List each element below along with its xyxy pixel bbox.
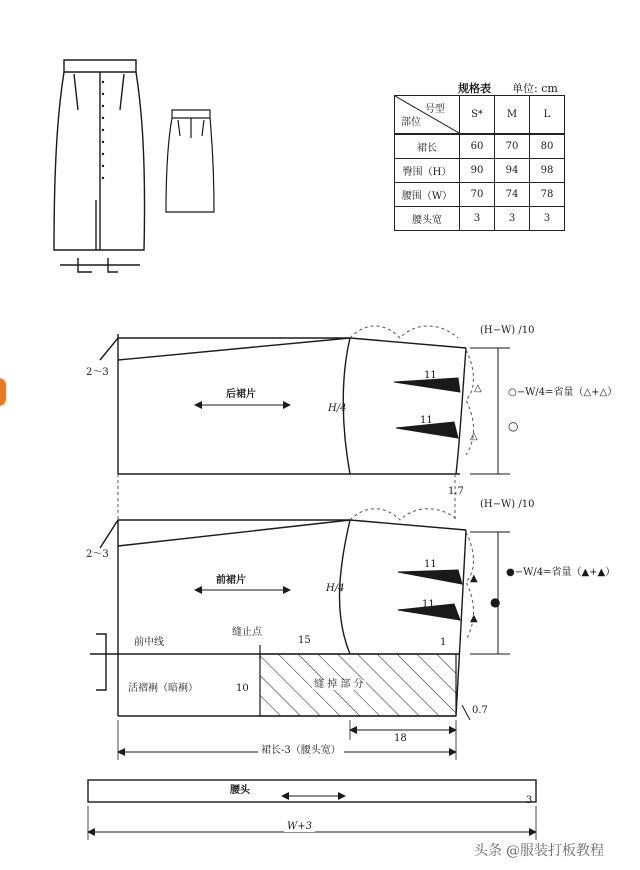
spec-header-corner [395, 96, 460, 135]
row-part: 腰围（W） [395, 183, 460, 207]
back-dart-length-2: 11 [420, 415, 433, 426]
front-hem-offset: 0.7 [472, 705, 488, 716]
back-side-rise: 2～3 [86, 367, 109, 378]
spec-table-unit: 单位: cm [512, 82, 558, 95]
cell: 3 [460, 207, 495, 231]
waistband-label: 腰头 [230, 785, 250, 796]
header-size-label: 号型 [425, 104, 445, 115]
cell: 3 [495, 207, 530, 231]
cell: 90 [460, 159, 495, 183]
table-row [395, 207, 565, 231]
front-pleat-width: 10 [236, 683, 249, 694]
front-triangle-mark: ▲ [470, 613, 478, 624]
cell: 78 [530, 183, 565, 207]
cell: 70 [460, 183, 495, 207]
front-dart-note: ●−W/4=省量（▲+▲） [506, 567, 616, 578]
size-header: L [530, 96, 565, 135]
row-part: 裙长 [395, 134, 460, 159]
cell: 98 [530, 159, 565, 183]
front-dart-length-1: 11 [424, 559, 437, 570]
front-panel-label: 前裙片 [216, 575, 246, 586]
header-part-label: 部位 [401, 117, 421, 128]
cell: 3 [530, 207, 565, 231]
seam-allowance-label: 缝 掉 部 分 [314, 679, 364, 690]
watermark-account: @服装打板教程 [506, 843, 604, 859]
back-panel-outline [100, 334, 466, 474]
front-pleat-label: 活褶裥（暗裥） [128, 683, 198, 694]
watermark-prefix: 头条 [474, 843, 502, 859]
back-waist-formula: (H−W) /10 [480, 325, 535, 336]
front-dart-length-2: 11 [422, 599, 435, 610]
table-row [395, 134, 565, 159]
waistband-length-formula: W+3 [284, 822, 315, 832]
back-triangle-mark: △ [470, 431, 478, 442]
back-panel-label: 后裙片 [226, 389, 256, 400]
back-circle-mark: ○ [508, 419, 519, 433]
front-waist-formula: (H−W) /10 [480, 499, 535, 510]
front-center-line: 前中线 [134, 637, 164, 648]
front-stitch-length: 15 [298, 635, 311, 646]
table-row [395, 159, 565, 183]
waistband-height: 3 [526, 795, 533, 806]
row-part: 臀围（H） [395, 159, 460, 183]
front-dot-mark: ● [490, 595, 501, 609]
row-part: 腰头宽 [395, 207, 460, 231]
skirt-length-formula: 裙长-3（腰头宽） [258, 746, 344, 756]
back-darts [394, 378, 460, 438]
spec-table-title: 规格表 [458, 82, 491, 95]
back-hem-offset: 1.7 [448, 486, 464, 497]
back-triangle-mark: △ [474, 383, 482, 394]
cell: 70 [495, 134, 530, 159]
skirt-illustration-back [166, 110, 214, 212]
waistband-rect [88, 780, 536, 802]
front-stitch-stop: 缝止点 [232, 627, 262, 638]
spec-table [394, 95, 565, 231]
width-18-label: 18 [394, 733, 407, 744]
front-side-rise: 2～3 [86, 549, 109, 560]
front-triangle-mark: ▲ [470, 573, 478, 584]
skirt-illustration-front [54, 60, 145, 272]
table-row [395, 183, 565, 207]
skirt-buttons [102, 81, 104, 179]
front-darts [398, 570, 462, 620]
front-hem-rise: 1 [440, 637, 447, 648]
front-hip-label: H/4 [326, 583, 345, 594]
size-header: M [495, 96, 530, 135]
cell: 80 [530, 134, 565, 159]
cell: 60 [460, 134, 495, 159]
back-dart-note: ○−W/4=省量（△+△） [508, 387, 618, 398]
cell: 94 [495, 159, 530, 183]
back-hip-label: H/4 [328, 403, 347, 414]
cell: 74 [495, 183, 530, 207]
size-header: S* [460, 96, 495, 135]
back-dart-length-1: 11 [424, 370, 437, 381]
